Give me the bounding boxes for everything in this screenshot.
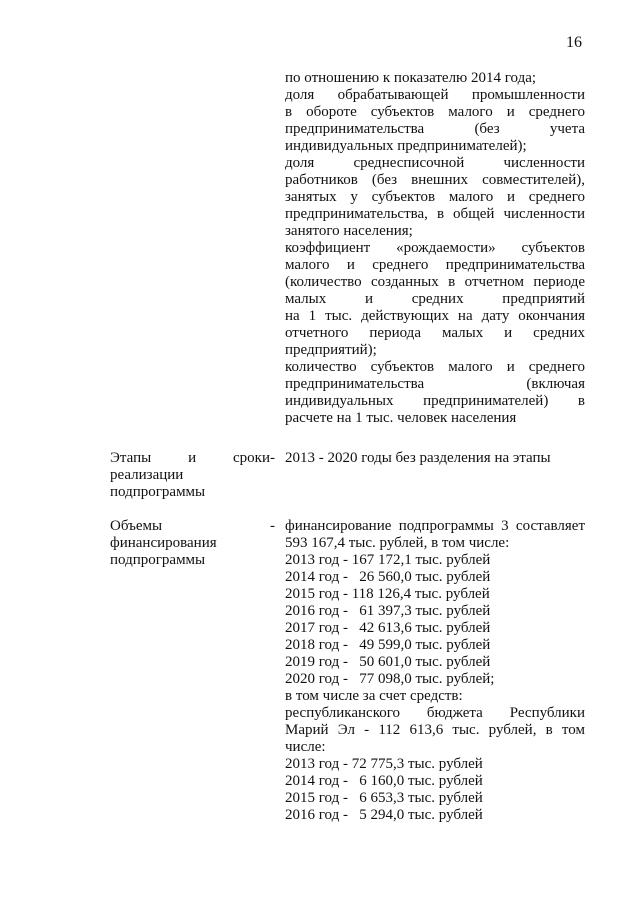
- funding-line: Марий Эл - 112 613,6 тыс. рублей, в том: [285, 722, 585, 738]
- stages-value-text: 2013 - 2020 годы без разделения на этапы: [285, 450, 551, 466]
- indicator-line: (количество созданных в отчетном периоде: [285, 274, 585, 290]
- funding-year-line: 2013 год - 72 775,3 тыс. рублей: [285, 756, 483, 772]
- stages-label-line: подпрограммы: [110, 484, 206, 500]
- indicator-line: коэффициент «рождаемости» субъектов: [285, 240, 585, 256]
- funding-label: [110, 518, 270, 569]
- page-number: 16: [566, 34, 582, 51]
- funding-line: 593 167,4 тыс. рублей, в том числе:: [285, 535, 510, 551]
- funding-year-line: 2014 год - 26 560,0 тыс. рублей: [285, 569, 491, 585]
- stages-label: [110, 450, 270, 501]
- funding-line: республиканского бюджета Республики: [285, 705, 585, 721]
- indicators-block: [285, 70, 585, 427]
- indicator-line: малого и среднего предпринимательства: [285, 257, 585, 273]
- stages-dash: -: [270, 450, 275, 466]
- funding-value: [285, 518, 585, 824]
- funding-dash: -: [270, 518, 275, 534]
- stages-label-word: Этапы: [110, 450, 152, 466]
- indicator-line: занятых у субъектов малого и среднего: [285, 189, 585, 205]
- stages-label-word: сроки: [233, 450, 270, 466]
- indicator-line: на 1 тыс. действующих на дату окончания: [285, 308, 585, 324]
- indicator-line: предпринимательства (без учета: [285, 121, 585, 137]
- indicator-line: доля среднесписочной численности: [285, 155, 585, 171]
- funding-year-line: 2015 год - 118 126,4 тыс. рублей: [285, 586, 490, 602]
- funding-label-line: финансирования: [110, 535, 217, 551]
- funding-label-line: подпрограммы: [110, 552, 206, 568]
- funding-year-line: 2015 год - 6 653,3 тыс. рублей: [285, 790, 483, 806]
- funding-year-line: 2014 год - 6 160,0 тыс. рублей: [285, 773, 483, 789]
- indicator-line: доля обрабатывающей промышленности: [285, 87, 585, 103]
- indicator-line: занятого населения;: [285, 223, 413, 239]
- funding-year-line: 2018 год - 49 599,0 тыс. рублей: [285, 637, 491, 653]
- stages-value: [285, 450, 585, 467]
- indicator-line: в обороте субъектов малого и среднего: [285, 104, 585, 120]
- indicator-line: отчетного периода малых и средних: [285, 325, 585, 341]
- indicator-line: предприятий);: [285, 342, 377, 358]
- indicator-line: малых и средних предприятий: [285, 291, 585, 307]
- funding-year-line: 2016 год - 61 397,3 тыс. рублей: [285, 603, 491, 619]
- funding-year-line: 2013 год - 167 172,1 тыс. рублей: [285, 552, 491, 568]
- funding-line: финансирование подпрограммы 3 составляет: [285, 518, 585, 534]
- indicator-line: количество субъектов малого и среднего: [285, 359, 585, 375]
- indicator-line: индивидуальных предпринимателей) в: [285, 393, 585, 409]
- funding-label-line: Объемы: [110, 518, 163, 534]
- funding-year-line: 2016 год - 5 294,0 тыс. рублей: [285, 807, 483, 823]
- indicator-line: предпринимательства, в общей численности: [285, 206, 585, 222]
- indicator-line: по отношению к показателю 2014 года;: [285, 70, 537, 86]
- stages-label-line: реализации: [110, 467, 184, 483]
- indicator-line: предпринимательства (включая: [285, 376, 585, 392]
- stages-label-word: и: [188, 450, 197, 466]
- funding-year-line: 2019 год - 50 601,0 тыс. рублей: [285, 654, 491, 670]
- indicator-line: работников (без внешних совместителей),: [285, 172, 585, 188]
- indicator-line: расчете на 1 тыс. человек населения: [285, 410, 517, 426]
- indicator-line: индивидуальных предпринимателей);: [285, 138, 527, 154]
- funding-year-line: 2020 год - 77 098,0 тыс. рублей;: [285, 671, 495, 687]
- funding-year-line: 2017 год - 42 613,6 тыс. рублей: [285, 620, 491, 636]
- funding-line: числе:: [285, 739, 326, 755]
- funding-line: в том числе за счет средств:: [285, 688, 463, 704]
